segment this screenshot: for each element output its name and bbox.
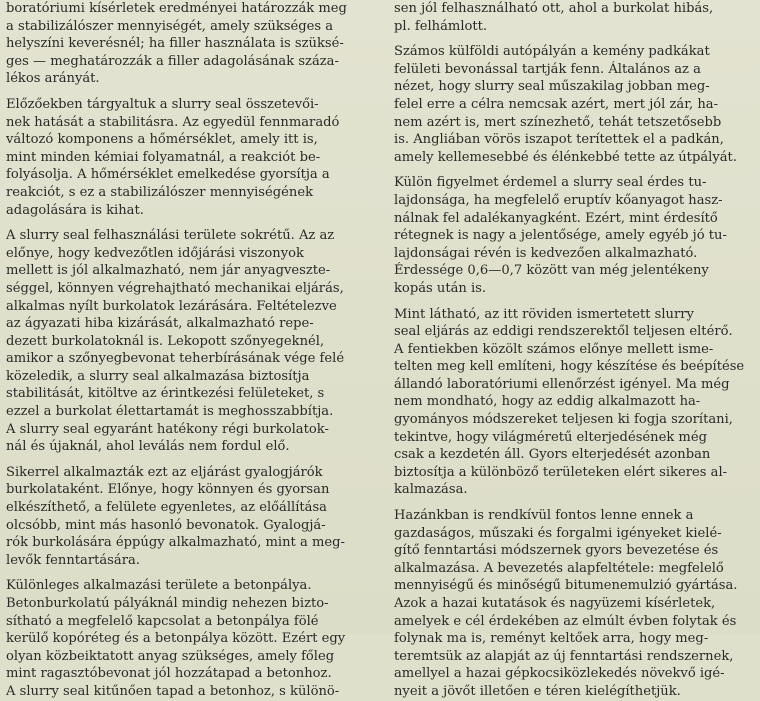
text-line: olcsóbb, mint más hasonló bevonatok. Gyalogjá- <box>6 517 326 533</box>
text-line: lajdonsága, ha megfelelő eruptív kőanyagot hasz- <box>394 192 723 208</box>
text-line: nyeit a jövőt illetően e téren kielégíthetjük. <box>394 683 681 699</box>
paragraph-gap <box>394 298 754 306</box>
text-line: telten meg kell említeni, hogy készítése és beépítése <box>394 359 745 375</box>
text-line: pl. felhámlott. <box>394 18 488 34</box>
text-line: amely kellemesebbé és élénkebbé tette az útpályát. <box>394 149 737 165</box>
text-line: Külön figyelmet érdemel a slurry seal érdes tu- <box>394 175 707 191</box>
text-column-right <box>394 0 754 701</box>
text-line: Előzőekben tárgyaltuk a slurry seal összetevői- <box>6 96 319 112</box>
text-line: teremtsük az alapját az új fenntartási rendszernek, <box>394 648 734 664</box>
paragraph <box>394 507 754 701</box>
text-line: Sikerrel alkalmazták ezt az eljárást gyalogjárók <box>6 464 323 480</box>
paragraph-gap <box>6 456 358 464</box>
text-column-left <box>6 0 358 701</box>
paragraph <box>394 174 754 297</box>
text-line: kalmazása. <box>394 482 468 498</box>
text-line: alkalmazása. A bevezetés alapfeltétele: megfelelő <box>394 560 724 576</box>
text-line: mennyiségű és minőségű bitumenemulzió gyártása. <box>394 578 738 594</box>
text-line: állandó laboratóriumi ellenőrzést igényel. Ma még <box>394 376 730 392</box>
text-line: olyan közbeiktatott anyag szükséges, amely főleg <box>6 648 335 664</box>
text-line: Számos külföldi autópályán a kemény padkákat <box>394 44 710 60</box>
text-line: nek hatását a stabilitásra. Az egyedül fennmaradó <box>6 114 340 130</box>
text-line: gítő fenntartási módszernek gyors bevezetése és <box>394 543 719 559</box>
text-line: nál és újaknál, ahol leválás nem fordul elő. <box>6 439 290 455</box>
paragraph <box>6 96 358 219</box>
text-line: gyományos módszereket teljesen ki fogja szorítani, <box>394 412 733 428</box>
text-line: nem azért is, mert színezhető, tehát tetszetősebb <box>394 114 722 130</box>
text-line: közeledik, a slurry seal alkalmazása biztosítja <box>6 368 310 384</box>
text-line: nézet, hogy slurry seal műszakilag jobban meg- <box>394 79 710 95</box>
paragraph-gap <box>6 569 358 577</box>
text-line: folyásolja. A hőmérséklet emelkedése gyorsítja a <box>6 167 330 183</box>
paragraph-gap <box>394 35 754 43</box>
paragraph <box>6 0 358 88</box>
text-line: A slurry seal felhasználási területe sokrétű. Az az <box>6 228 335 244</box>
text-line: rók burkolására éppúgy alkalmazható, mint a meg- <box>6 535 345 551</box>
text-line: amikor a szőnyegbevonat teherbírásának vége felé <box>6 351 345 367</box>
paragraph <box>394 0 754 35</box>
text-line: Azok a hazai kutatások és nagyüzemi kísérletek, <box>394 596 716 611</box>
text-line: ezzel a burkolat élettartamát is meghosszabbítja. <box>6 404 334 420</box>
paragraph <box>6 464 358 570</box>
text-line: Hazánkban is rendkívül fontos lenne ennek a <box>394 508 694 524</box>
text-line: seal eljárás az eddigi rendszerektől teljesen eltérő. <box>394 324 733 340</box>
text-line: adagolására is kihat. <box>6 202 144 218</box>
text-line: folynak ma is, reményt keltőek arra, hogy meg- <box>394 631 709 647</box>
text-line: nálnak fel adalékanyagként. Ezért, mint érdesítő <box>394 210 718 226</box>
text-line: változó komponens a hőmérséklet, amely itt is, <box>6 132 318 148</box>
text-line: felel erre a célra nemcsak azért, mert jól zár, ha- <box>394 96 719 112</box>
text-line: alkalmas nyílt burkolatok lezárására. Feltételezve <box>6 298 337 314</box>
text-line: séggel, könnyen végrehajtható mechanikai eljárás, <box>6 280 344 296</box>
text-line: Mint látható, az itt röviden ismertetett slurry <box>394 306 694 322</box>
text-line: ges — meghatározzák a filler adagolásának száza- <box>6 53 339 69</box>
text-line: Érdessége 0,6—0,7 között van még jelentékeny <box>394 263 709 279</box>
text-line: burkolataként. Előnye, hogy könnyen és gyorsan <box>6 482 330 498</box>
text-line: helyszíni keverésnél; ha filler használata is szüksé- <box>6 36 344 52</box>
text-line: boratóriumi kísérletek eredményei határozzák meg <box>6 1 347 16</box>
text-line: az ágyazati hiba kizárását, alkalmazható repe- <box>6 316 314 332</box>
text-line: dezett burkolatoknál is. Lekopott szőnyegeknél, <box>6 333 325 349</box>
text-line: A slurry seal kitűnően tapad a betonhoz, s különö- <box>6 683 340 699</box>
text-line: tekintve, hogy világméretű elterjedésének még <box>394 429 707 445</box>
paragraph <box>394 306 754 500</box>
paragraph-gap <box>6 88 358 96</box>
text-line: gazdaságos, műszaki és forgalmi igényeket kielé- <box>394 525 722 541</box>
text-line: Különleges alkalmazási területe a betonpálya. <box>6 578 312 594</box>
paragraph-gap <box>6 219 358 227</box>
text-line: nem mondható, hogy az eddig alkalmazott ha- <box>394 394 701 410</box>
text-line: levők fenntartására. <box>6 552 140 568</box>
paragraph <box>6 577 358 700</box>
text-line: rétegnek is nagy a jelentősége, amely egyéb jó tu- <box>394 228 727 244</box>
paragraph-gap <box>394 166 754 174</box>
text-line: felületi bevonással tartják fenn. Általános az a <box>394 61 701 77</box>
text-line: elkészíthető, a felülete egyenletes, az előállítása <box>6 500 327 516</box>
text-line: A fentiekben közölt számos előnye mellett isme- <box>394 341 714 357</box>
text-line: stabilitását, kitöltve az érintkezési felületeket, s <box>6 386 325 402</box>
text-line: mint ragasztóbevonat jól hozzátapad a betonhoz. <box>6 666 332 682</box>
paragraph <box>394 43 754 166</box>
text-line: is. Angliában vörös iszapot terítettek el a padkán, <box>394 132 724 148</box>
text-line: kopás után is. <box>394 280 487 296</box>
text-line: előnye, hogy kedvezőtlen időjárási viszonyok <box>6 245 304 261</box>
text-line: mellett is jól alkalmazható, nem jár anyagveszte- <box>6 263 331 279</box>
text-line: csak a kezdetén áll. Gyors elterjedését azonban <box>394 447 711 463</box>
text-line: lajdonságai révén is kedvezően alkalmazható. <box>394 245 698 261</box>
text-line: biztosítja a különböző területeken elért sikeres al- <box>394 464 728 480</box>
text-line: mint minden kémiai folyamatnál, a reakciót be- <box>6 149 321 165</box>
text-line: kerülő kopóréteg és a betonpálya között. Ezért egy <box>6 631 346 647</box>
paragraph <box>6 227 358 456</box>
text-line: a stabilizálószer mennyiségét, amely szükséges a <box>6 18 334 34</box>
text-line: A slurry seal egyaránt hatékony régi burkolatok- <box>6 421 329 437</box>
text-line: reakciót, s ez a stabilizálószer mennyiségének <box>6 184 314 200</box>
paragraph-gap <box>394 499 754 507</box>
text-line: sítható a megfelelő kapcsolat a betonpálya fölé <box>6 613 319 629</box>
text-line: lékos arányát. <box>6 71 100 87</box>
text-line: sen jól felhasználható ott, ahol a burkolat hibás, <box>394 1 714 16</box>
text-line: amellyel a hazai gépkocsiközlekedés növekvő igé- <box>394 666 725 682</box>
text-line: Betonburkolatú pályáknál mindig nehezen bizto- <box>6 596 329 611</box>
text-line: amelyek e cél érdekében az elmúlt évben folytak és <box>394 613 737 629</box>
